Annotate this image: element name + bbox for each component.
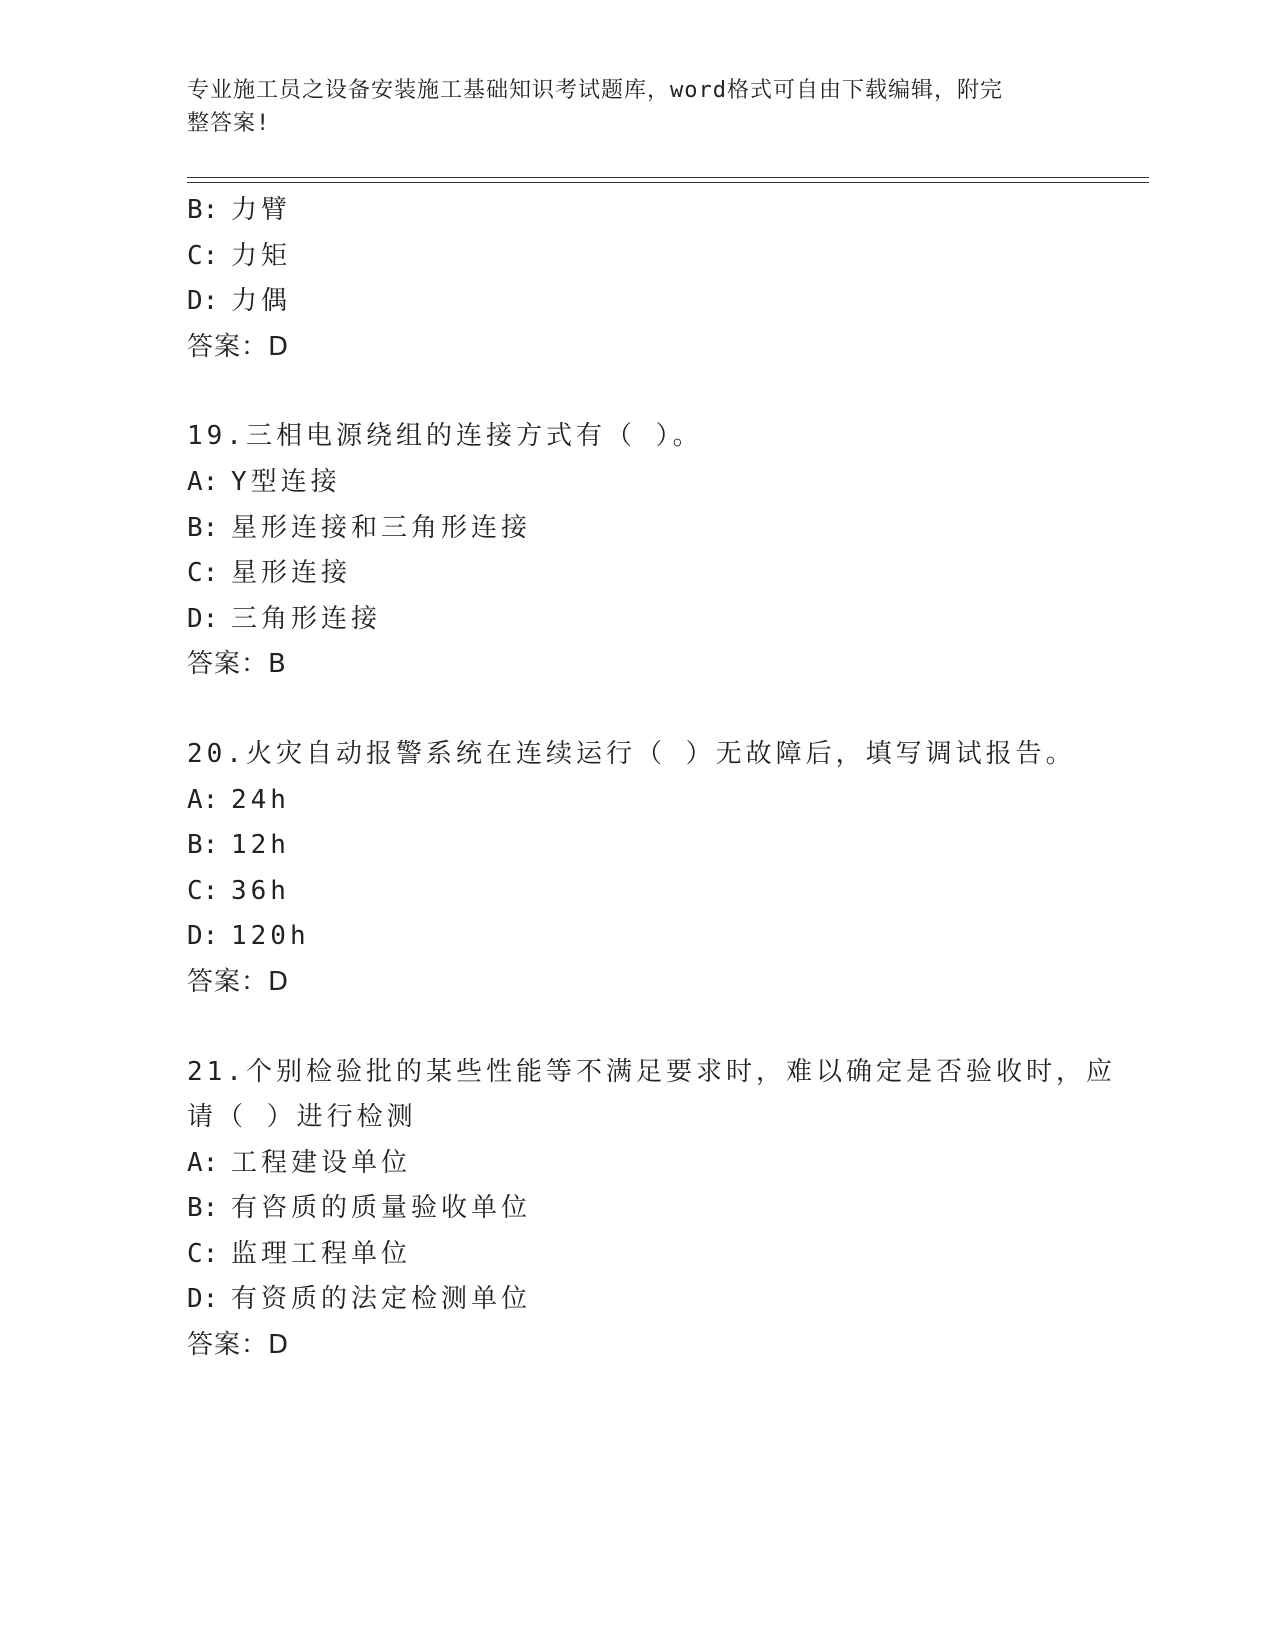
option-d — [187, 914, 1087, 960]
option-letter: A: — [187, 784, 219, 815]
header-divider-top — [187, 177, 1149, 178]
option-text: 星形连接和三角形连接 — [231, 512, 532, 543]
question-18-continued — [187, 188, 1087, 370]
option-text: Y型连接 — [231, 466, 341, 497]
option-text: 有咨质的质量验收单位 — [231, 1193, 532, 1224]
option-b — [187, 1186, 1087, 1232]
option-text: 24h — [231, 784, 290, 815]
option-letter: D: — [187, 921, 219, 952]
option-letter: C: — [187, 558, 219, 589]
option-text: 工程建设单位 — [231, 1147, 412, 1178]
option-text: 三角形连接 — [231, 603, 382, 634]
option-letter: C: — [187, 1238, 219, 1269]
question-21 — [187, 1050, 1116, 1369]
question-19 — [187, 414, 1087, 688]
question-list — [187, 188, 1116, 1369]
option-a — [187, 1141, 1087, 1187]
option-letter: B: — [187, 512, 219, 543]
option-letter: B: — [187, 195, 219, 225]
question-text: 19.三相电源绕组的连接方式有（ ）。 — [187, 421, 703, 452]
header-divider-bottom — [187, 182, 1149, 183]
option-text: 星形连接 — [231, 558, 352, 589]
question-text-line-2: 请（ ）进行检测 — [187, 1102, 417, 1133]
question-text-line-1: 21.个别检验批的某些性能等不满足要求时，难以确定是否验收时，应 — [187, 1056, 1116, 1087]
option-letter: A: — [187, 1147, 219, 1178]
question-text: 20.火灾自动报警系统在连续运行（ ）无故障后，填写调试报告。 — [187, 738, 1076, 769]
header-line-2: 整答案! — [187, 111, 271, 136]
answer-line: 答案：D — [187, 966, 290, 997]
option-b — [187, 506, 1087, 552]
option-c — [187, 234, 1087, 280]
option-b — [187, 188, 1087, 234]
option-d — [187, 279, 1087, 325]
answer-line: 答案：D — [187, 331, 290, 362]
option-text: 力偶 — [231, 286, 292, 317]
document-header — [187, 74, 1067, 140]
option-text: 监理工程单位 — [231, 1238, 412, 1269]
option-a — [187, 460, 1087, 506]
option-c — [187, 869, 1087, 915]
option-letter: C: — [187, 240, 219, 271]
option-b — [187, 823, 1087, 869]
option-letter: D: — [187, 286, 219, 317]
option-text: 力臂 — [231, 195, 292, 225]
header-line-1: 专业施工员之设备安装施工基础知识考试题库，word格式可自由下载编辑，附完 — [187, 78, 1003, 103]
question-20 — [187, 732, 1087, 1006]
option-text: 120h — [231, 921, 310, 952]
option-letter: D: — [187, 1284, 219, 1315]
answer-line: 答案：D — [187, 1330, 290, 1361]
option-a — [187, 778, 1087, 824]
option-letter: D: — [187, 603, 219, 634]
option-text: 有资质的法定检测单位 — [231, 1284, 532, 1315]
option-c — [187, 1232, 1087, 1278]
option-text: 36h — [231, 875, 290, 906]
answer-line: 答案：B — [187, 649, 287, 680]
option-d — [187, 1277, 1087, 1323]
option-letter: A: — [187, 466, 219, 497]
option-text: 力矩 — [231, 240, 292, 271]
option-text: 12h — [231, 830, 290, 861]
option-d — [187, 597, 1087, 643]
option-letter: B: — [187, 1193, 219, 1224]
option-letter: C: — [187, 875, 219, 906]
option-c — [187, 551, 1087, 597]
option-letter: B: — [187, 830, 219, 861]
